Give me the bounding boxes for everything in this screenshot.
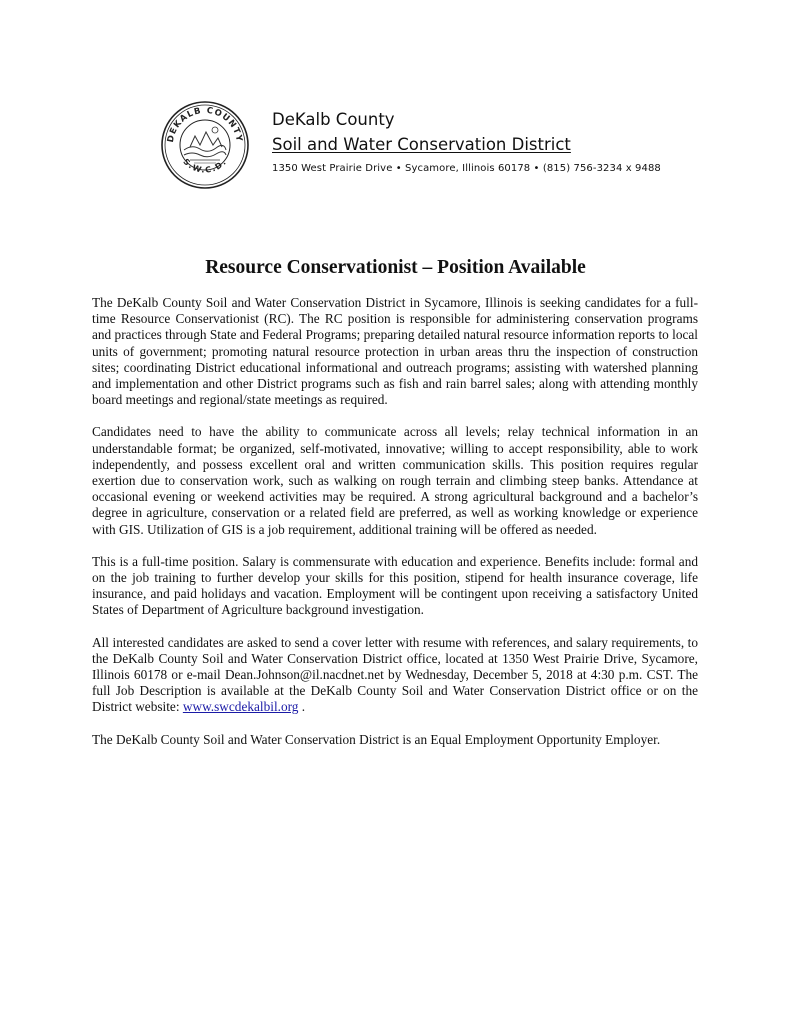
paragraph-candidate-requirements: Candidates need to have the ability to communicate across all levels; relay technical information in an understandable format; be organized, self-motivated, innovative; willing to accept responsibility, able to work independently, and possess excellent oral and written communication skills. This position requires regular exertion due to conservation work, such as walking on rough terrain and climbing steep banks. Attendance at occasional evening or weekend activities may be required. A strong agricultural background and a bachelor’s degree in agriculture, conservation or a related field are preferred, as well as working knowledge or experience with GIS. Utilization of GIS is a job requirement, additional training will be offered as needed. bbox=[92, 424, 698, 537]
page-title: Resource Conservationist – Position Available bbox=[205, 257, 586, 278]
paragraph-benefits: This is a full-time position. Salary is commensurate with education and experience. Benefits include: formal and on the job training to further develop your skills for this position, stipend for health insurance coverage, life insurance, and paid holidays and vacation. Employment will be contingent upon receiving a satisfactory United States of Department of Agriculture background investigation. bbox=[92, 553, 698, 618]
district-address: 1350 West Prairie Drive • Sycamore, Illinois 60178 • (815) 756-3234 x 9488 bbox=[272, 163, 661, 174]
paragraph-equal-opportunity: The DeKalb County Soil and Water Conservation District is an Equal Employment Opportunity Employer. bbox=[92, 731, 661, 747]
district-seal-logo bbox=[160, 100, 250, 190]
paragraph-position-description: The DeKalb County Soil and Water Conservation District in Sycamore, Illinois is seeking candidates for a full-time Resource Conservationist (RC). The RC position is responsible for administering conservation programs and practices through State and Federal Programs; preparing detailed natural resource information reports to local units of government; promoting natural resource protection in urban areas thru the inspection of construction sites; coordinating District educational informational and outreach programs; assisting with watershed planning and implementation and other District programs such as fish and rain barrel sales; along with attending monthly board meetings and regional/state meetings as required. bbox=[92, 295, 698, 408]
letterhead-text bbox=[272, 110, 661, 176]
svg-text:S.W.C.D.: S.W.C.D. bbox=[181, 156, 229, 175]
svg-text:DEKALB COUNTY: DEKALB COUNTY bbox=[165, 105, 245, 144]
district-website-link[interactable]: www.swcdekalbil.org bbox=[182, 699, 299, 715]
application-text: All interested candidates are asked to send a cover letter with resume with references, and salary requirements, to the DeKalb County Soil and Water Conservation District office, located at 1350 West Prairie Drive, Sycamore, Illinois 60178 or e-mail Dean.Johnson@il.nacdnet.net by Wednesday, December 5, 2018 at 4:30 p.m. CST. The full Job Description is available at the DeKalb County Soil and Water Conservation District office or on the District website: bbox=[92, 634, 698, 715]
paragraph-application-instructions bbox=[92, 635, 698, 716]
letterhead bbox=[160, 100, 680, 190]
county-name: DeKalb County bbox=[272, 110, 395, 129]
document-body bbox=[92, 295, 698, 764]
application-text-end: . bbox=[298, 699, 306, 715]
district-name: Soil and Water Conservation District bbox=[272, 135, 571, 154]
